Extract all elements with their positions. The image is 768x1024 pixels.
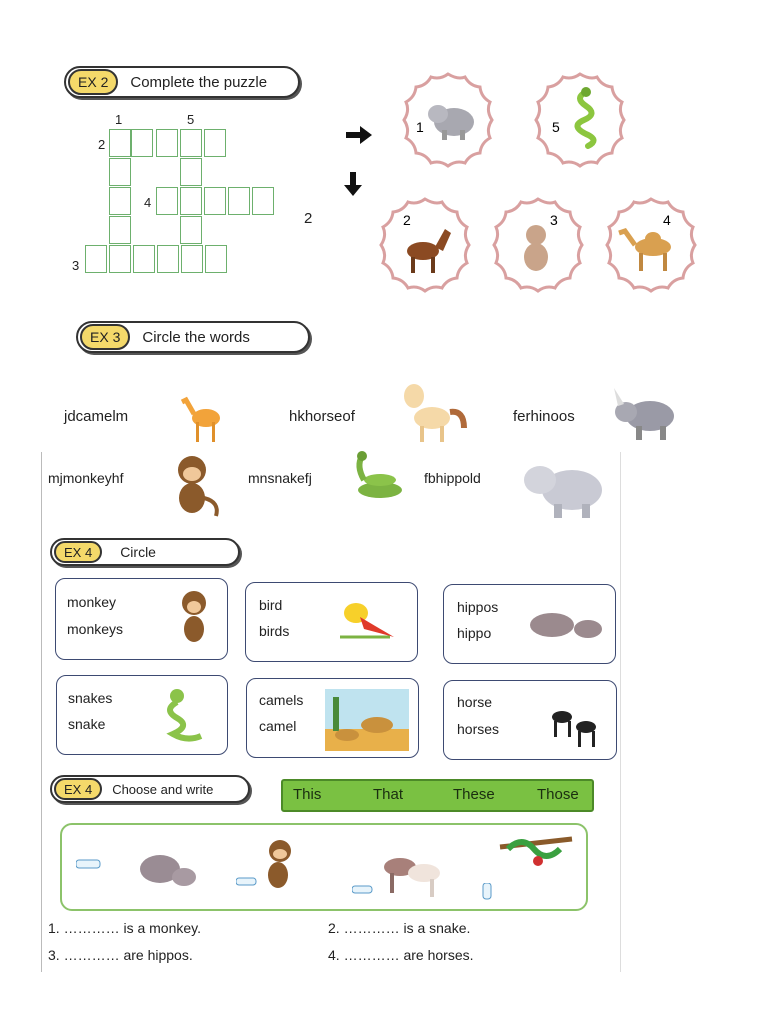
ex4-circle-header — [50, 538, 240, 566]
crossword-cell[interactable] — [180, 216, 202, 244]
svg-text:2: 2 — [403, 212, 411, 228]
ex4-write-title: Choose and write — [112, 781, 214, 797]
hippo-icon — [516, 450, 610, 522]
ex3-badge: EX 3 — [80, 324, 130, 350]
scrambled-word[interactable]: jdcamelm — [64, 408, 129, 425]
crossword-cell[interactable] — [181, 245, 203, 273]
scrambled-word[interactable]: fbhippold — [424, 470, 481, 486]
monkey-icon — [256, 837, 302, 897]
crossword-cell[interactable] — [109, 245, 131, 273]
crossword-cell[interactable] — [85, 245, 107, 273]
sentence-1[interactable]: 1. ………… is a monkey. — [48, 920, 202, 936]
clue-number: 1 — [115, 112, 123, 127]
choice-option[interactable]: horses — [457, 721, 500, 737]
clue-number: 4 — [144, 195, 152, 210]
crossword-cell[interactable] — [180, 187, 202, 215]
crossword-cell[interactable] — [228, 187, 250, 215]
ex2-title: Complete the puzzle — [130, 73, 268, 91]
snake-icon — [157, 686, 207, 746]
ex4-write-badge: EX 4 — [54, 778, 102, 800]
choice-option[interactable]: monkeys — [67, 621, 124, 637]
ex4-circle-title: Circle — [120, 544, 156, 560]
sentence-2[interactable]: 2. ………… is a snake. — [328, 920, 471, 936]
choice-option[interactable]: bird — [259, 597, 283, 613]
camel-icon — [178, 392, 234, 446]
crossword-cell[interactable] — [109, 187, 131, 215]
word-bank-those[interactable]: Those — [537, 786, 579, 803]
crossword-cell[interactable] — [204, 129, 226, 157]
crossword-cell[interactable] — [156, 187, 178, 215]
crossword-cell[interactable] — [180, 129, 202, 157]
arrow-down-icon — [344, 172, 362, 196]
bird-icon — [334, 593, 398, 647]
pointing-hand-icon — [236, 875, 258, 889]
svg-text:5: 5 — [552, 119, 560, 135]
ex2-badge: EX 2 — [68, 69, 118, 95]
crossword-cell[interactable] — [252, 187, 274, 215]
monkey-icon — [168, 587, 220, 651]
choice-option[interactable]: camel — [259, 718, 297, 734]
choice-card-horse — [443, 680, 617, 760]
choice-option[interactable]: hippos — [457, 599, 499, 615]
word-bank-that[interactable]: That — [373, 786, 404, 803]
horses-icon — [374, 835, 450, 901]
choice-card-snake — [56, 675, 228, 755]
monkey-icon — [160, 452, 226, 522]
sentence-4[interactable]: 4. ………… are horses. — [328, 947, 474, 963]
picture-badge-horse — [375, 195, 475, 295]
svg-text:3: 3 — [550, 212, 558, 228]
ex3-title: Circle the words — [142, 328, 250, 346]
choice-option[interactable]: birds — [259, 623, 290, 639]
clue-number: 3 — [72, 258, 80, 273]
choice-option[interactable]: hippo — [457, 625, 492, 641]
crossword-cell[interactable] — [205, 245, 227, 273]
crossword-cell[interactable] — [204, 187, 226, 215]
horse-icon — [394, 380, 472, 448]
choice-card-bird — [245, 582, 418, 662]
picture-badge-snake — [530, 70, 630, 170]
choice-option[interactable]: snakes — [68, 690, 113, 706]
horses-icon — [540, 687, 604, 753]
hippos-icon — [526, 603, 606, 647]
clue-number: 5 — [187, 112, 195, 127]
pointing-hand-icon — [480, 883, 496, 901]
crossword-cell[interactable] — [156, 129, 178, 157]
choice-option[interactable]: snake — [68, 716, 106, 732]
crossword-cell[interactable] — [157, 245, 179, 273]
choice-option[interactable]: camels — [259, 692, 304, 708]
snake-icon — [350, 450, 412, 502]
page-margin-line-right — [620, 452, 621, 972]
choice-card-hippo — [443, 584, 616, 664]
choice-card-monkey — [55, 578, 228, 660]
svg-text:1: 1 — [416, 119, 424, 135]
word-bank — [281, 779, 594, 812]
pointing-hand-icon — [352, 883, 374, 897]
ex2-header — [64, 66, 300, 98]
scrambled-word[interactable]: hkhorseof — [289, 408, 355, 425]
picture-badge-monkey — [488, 195, 588, 295]
ex3-header — [76, 321, 310, 353]
camels-icon — [325, 689, 409, 751]
pointing-hand-icon — [76, 857, 102, 873]
word-bank-this[interactable]: This — [293, 786, 322, 803]
arrow-right-icon — [346, 126, 372, 144]
crossword-cell[interactable] — [180, 158, 202, 186]
sentence-3[interactable]: 3. ………… are hippos. — [48, 947, 193, 963]
word-bank-these[interactable]: These — [453, 786, 495, 803]
ex4-circle-badge: EX 4 — [54, 541, 102, 563]
ex4-write-header — [50, 775, 250, 803]
picture-badge-camel — [601, 195, 701, 295]
crossword-cell[interactable] — [131, 129, 153, 157]
crossword-cell[interactable] — [109, 216, 131, 244]
rhino-icon — [610, 382, 682, 444]
crossword-cell[interactable] — [109, 158, 131, 186]
scrambled-word[interactable]: mjmonkeyhf — [48, 470, 124, 486]
crossword-cell[interactable] — [133, 245, 155, 273]
crossword-cell[interactable] — [109, 129, 131, 157]
choice-option[interactable]: horse — [457, 694, 493, 710]
choice-option[interactable]: monkey — [67, 594, 117, 610]
scrambled-word[interactable]: ferhinoos — [513, 408, 575, 425]
scrambled-word[interactable]: mnsnakefj — [248, 470, 312, 486]
picture-badge-hippo — [398, 70, 498, 170]
snake-on-branch-icon — [498, 829, 574, 869]
stray-number: 2 — [304, 210, 313, 227]
page-margin-line — [41, 452, 42, 972]
clue-number: 2 — [98, 137, 106, 152]
svg-text:4: 4 — [663, 212, 671, 228]
choice-card-camel — [246, 678, 419, 758]
hippos-icon — [136, 843, 200, 893]
picture-box — [60, 823, 588, 911]
